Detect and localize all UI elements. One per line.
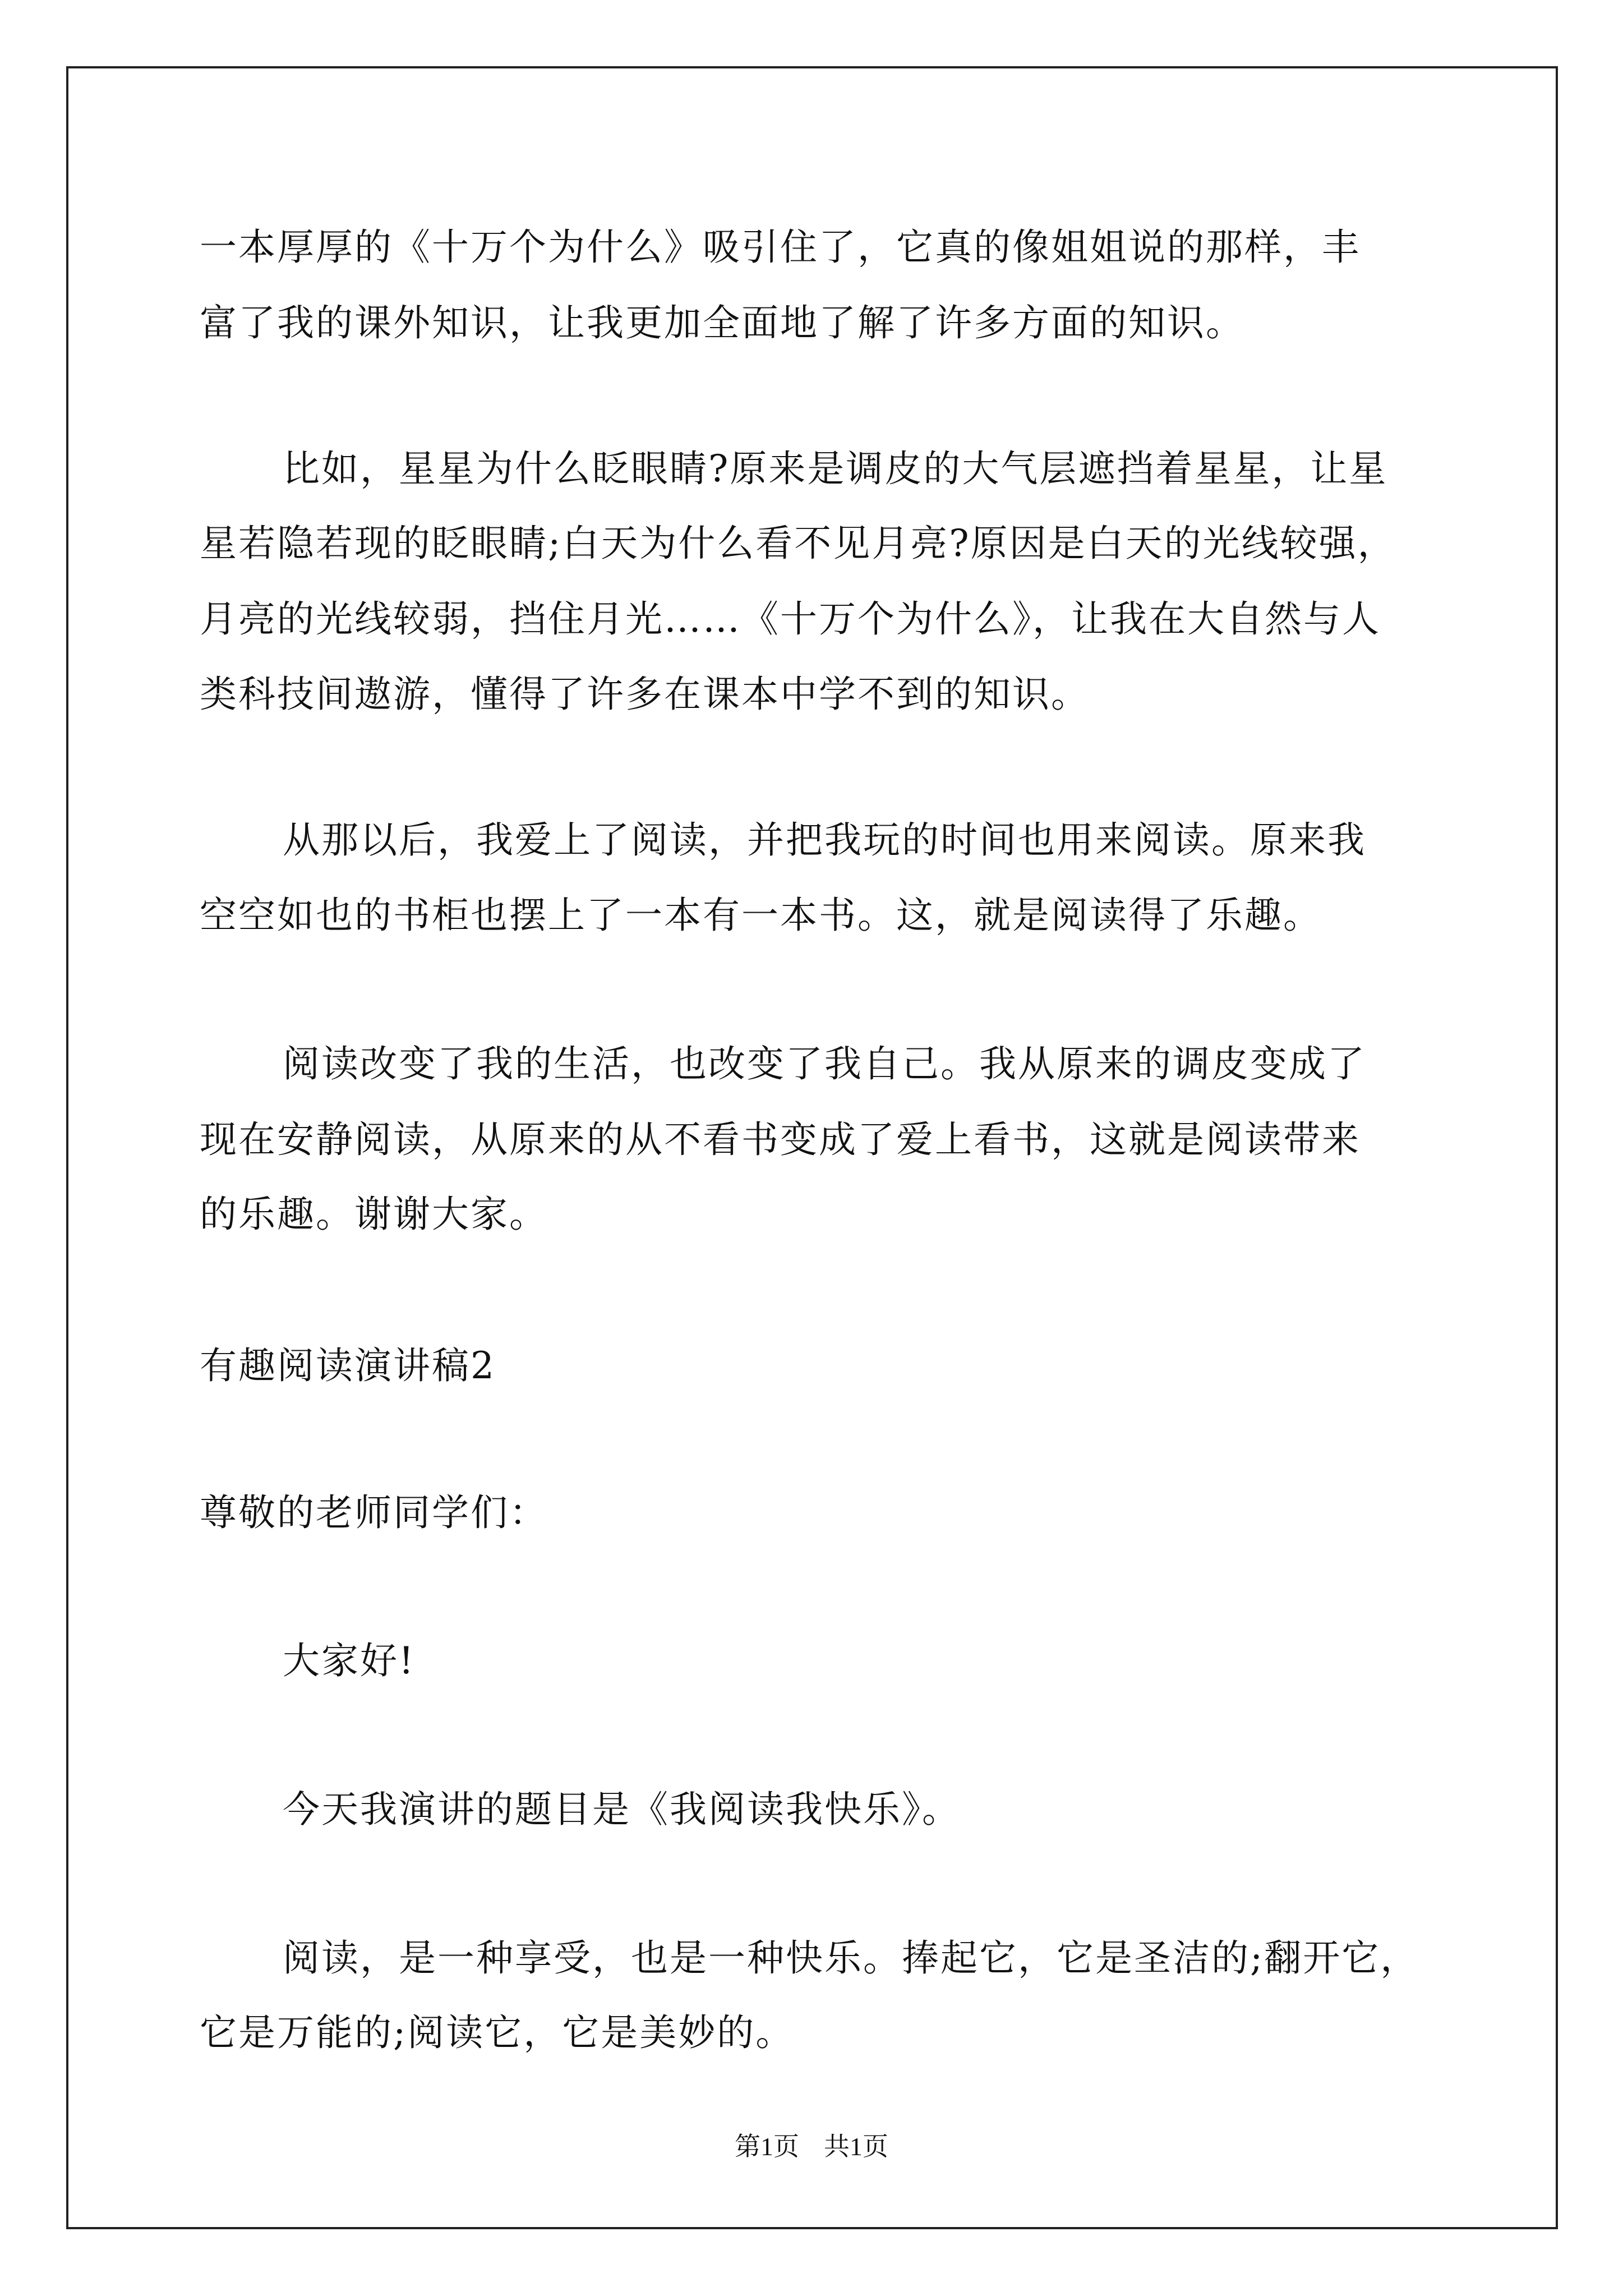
section-heading: 有趣阅读演讲稿2 xyxy=(200,1344,496,1387)
paragraph-line: 星若隐若现的眨眼睛;白天为什么看不见月亮?原因是白天的光线较强， xyxy=(200,522,1396,565)
paragraph-line: 空空如也的书柜也摆上了一本有一本书。这，就是阅读得了乐趣。 xyxy=(200,894,1322,937)
paragraph-line: 从那以后，我爱上了阅读，并把我玩的时间也用来阅读。原来我 xyxy=(283,818,1366,862)
paragraph-line: 类科技间遨游，懂得了许多在课本中学不到的知识。 xyxy=(200,673,1090,716)
paragraph-line: 的乐趣。谢谢大家。 xyxy=(200,1193,548,1236)
paragraph-line: 它是万能的;阅读它，它是美妙的。 xyxy=(200,2011,795,2054)
paragraph-line: 现在安静阅读，从原来的从不看书变成了爱上看书，这就是阅读带来 xyxy=(200,1118,1361,1161)
paragraph-line: 今天我演讲的题目是《我阅读我快乐》。 xyxy=(283,1788,961,1831)
salutation: 尊敬的老师同学们： xyxy=(200,1491,548,1534)
page-total: 共1页 xyxy=(824,2132,888,2161)
paragraph-line: 比如，星星为什么眨眼睛?原来是调皮的大气层遮挡着星星，让星 xyxy=(283,447,1388,490)
paragraph-line: 富了我的课外知识，让我更加全面地了解了许多方面的知识。 xyxy=(200,301,1244,344)
paragraph-line: 月亮的光线较弱，挡住月光……《十万个为什么》，让我在大自然与人 xyxy=(200,597,1381,641)
greeting: 大家好! xyxy=(283,1639,416,1682)
paragraph-line: 一本厚厚的《十万个为什么》吸引住了，它真的像姐姐说的那样，丰 xyxy=(200,226,1361,269)
page-footer xyxy=(0,2126,1623,2163)
page-number: 第1页 xyxy=(735,2132,799,2161)
paragraph-line: 阅读改变了我的生活，也改变了我自己。我从原来的调皮变成了 xyxy=(283,1042,1366,1085)
paragraph-line: 阅读，是一种享受，也是一种快乐。捧起它，它是圣洁的;翻开它， xyxy=(283,1936,1419,1980)
